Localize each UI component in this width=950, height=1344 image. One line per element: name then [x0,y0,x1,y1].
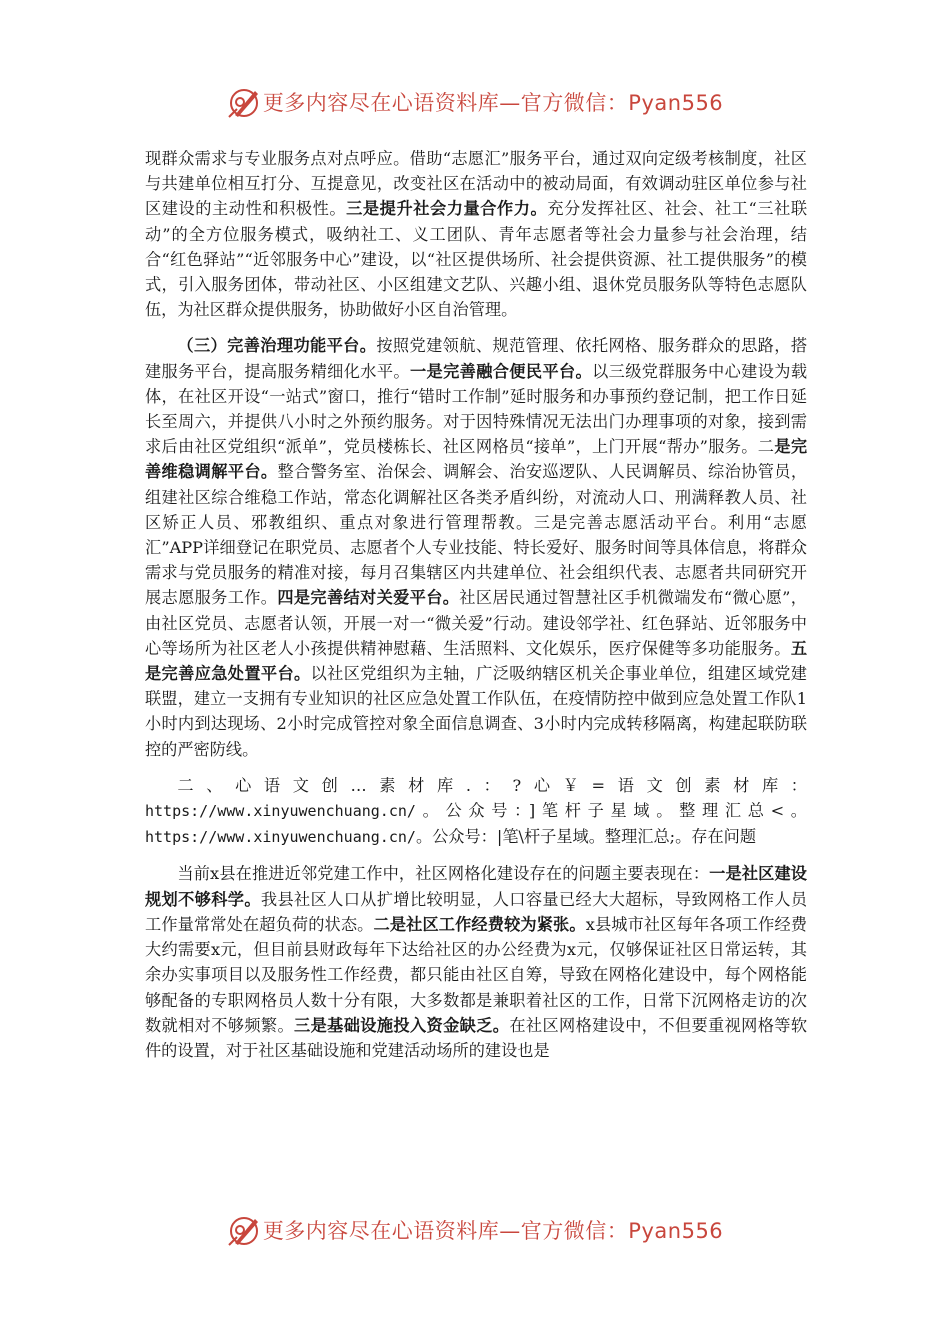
body-text: 二、心语文创…素材库.：?心￥=语文创素材库： [177,775,807,795]
body-text: 现群众需求与专业服务点对点呼应。借助“志愿汇”服务平台，通过双向定级考核制度，社区与共建单位相互打分、互提意见，改变社区在活动中的被动局面，有效调动驻区单位参与社区建设的主动性和积极性。 [145,149,807,219]
body-text: 充分发挥社区、社会、社工“三社联动”的全方位服务模式，吸纳社工、义工团队、青年志愿者等社会力量参与社会治理，结合“红色驿站”“近邻服务中心”建设，以“社区提供场所、社会提供资源、社工提供服务”的模式，引入服务团体，带动社区、小区组建文艺队、兴趣小组、退休党员服务队等特色志愿队伍，为社区群众提供服务，协助做好小区自治管理。 [145,199,808,320]
watermark-header [0,82,950,122]
body-text: 。公众号：]笔杆子星域。整理汇总<。 [415,801,807,821]
watermark-footer [0,1210,950,1250]
bold-heading-text: 三是基础设施投入资金缺乏。 [294,1015,510,1035]
body-text: 整合警务室、治保会、调解会、治安巡逻队、人民调解员、综治协管员，组建社区综合维稳工作站，常态化调解社区各类矛盾纠纷，对流动人口、刑满释教人员、社区矫正人员、邪教组织、重点对象进行管理帮教。三是完善志愿活动平台。利用“志愿汇”APP详细登记在职党员、志愿者个人专业技能、特长爱好、服务时间等具体信息，将群众需求与党员服务的精准对接，每月召集辖区内共建单位、社会组织代表、志愿者共同研究开展志愿服务工作。 [145,462,808,608]
bold-heading-text: 四是完善结对关爱平台。 [277,588,460,608]
body-text: 。公众号：|笔\杆子星域。整理汇总;。存在问题 [415,827,757,847]
body-text: 在社区网格建设中，不但要重视网格等软件的设置，对于社区基础设施和党建活动场所的建设也是 [145,1015,808,1060]
watermark-text: 更多内容尽在心语资料库—官方微信：Pyan556 [262,91,724,115]
url-text: https://www.xinyuwenchuang.cn/ [145,802,416,821]
body-text: 社区居民通过智慧社区手机微端发布“微心愿”，由社区党员、志愿者认领，开展一对一“微关爱”行动。建设邻学社、红色驿站、近邻服务中心等场所为社区老人小孩提供精神慰藉、生活照料、文化娱乐，医疗保健等多功能服务。 [145,588,807,658]
url-text: https://www.xinyuwenchuang.cn/ [145,828,416,847]
bold-heading-text: （三）完善治理功能平台。 [177,336,377,356]
bold-heading-text: 五是完善应急处置平台。 [145,638,807,684]
watermark-text: 更多内容尽在心语资料库—官方微信：Pyan556 [262,1219,724,1243]
paragraph [145,861,807,1063]
paragraph [145,773,807,851]
body-text: x县城市社区每年各项工作经费大约需要x元，但目前县财政每年下达给社区的办公经费为x元，仅够保证社区日常运转，其余办实事项目以及服务性工作经费，都只能由社区自筹，导致在网格化建设中，每个网格能够配备的专职网格员人数十分有限，大多数都是兼职着社区的工作，日常下沉网格走访的次数就相对不够频繁。 [145,914,807,1035]
bold-heading-text: 一是社区建设规划不够科学。 [145,864,807,909]
pen-logo-icon [227,1213,261,1247]
bold-heading-text: 三是提升社会力量合作力。 [346,199,548,219]
body-text: 以社区党组织为主轴，广泛吸纳辖区机关企事业单位，组建区域党建联盟，建立一支拥有专业知识的社区应急处置工作队伍，在疫情防控中做到应急处置工作队1小时内到达现场、2小时完成管控对象全面信息调查、3小时内完成转移隔离，构建起联防联控的严密防线。 [145,664,807,759]
bold-heading-text: 是完善维稳调解平台。 [145,437,808,482]
body-text: 以三级党群服务中心建设为载体，在社区开设“一站式”窗口，推行“错时工作制”延时服务和办事预约登记制，把工作日延长至周六，并提供八小时之外预约服务。对于因特殊情况无法出门办理事项的对象，接到需求后由社区党组织“派单”，党员楼栋长、社区网格员“接单”，上门开展“帮办”服务。二 [145,361,808,457]
body-text: 我县社区人口从扩增比较明显，人口容量已经大大超标，导致网格工作人员工作量常常处在超负荷的状态。 [145,889,808,934]
body-text: 按照党建领航、规范管理、依托网格、服务群众的思路，搭建服务平台，提高服务精细化水平。 [145,336,808,381]
document-body [145,146,807,1063]
bold-heading-text: 一是完善融合便民平台。 [409,361,593,381]
bold-heading-text: 二是社区工作经费较为紧张。 [373,914,586,934]
paragraph [145,333,807,761]
paragraph [145,146,807,322]
pen-logo-icon [227,85,261,119]
body-text: 当前x县在推进近邻党建工作中，社区网格化建设存在的问题主要表现在： [177,864,710,884]
